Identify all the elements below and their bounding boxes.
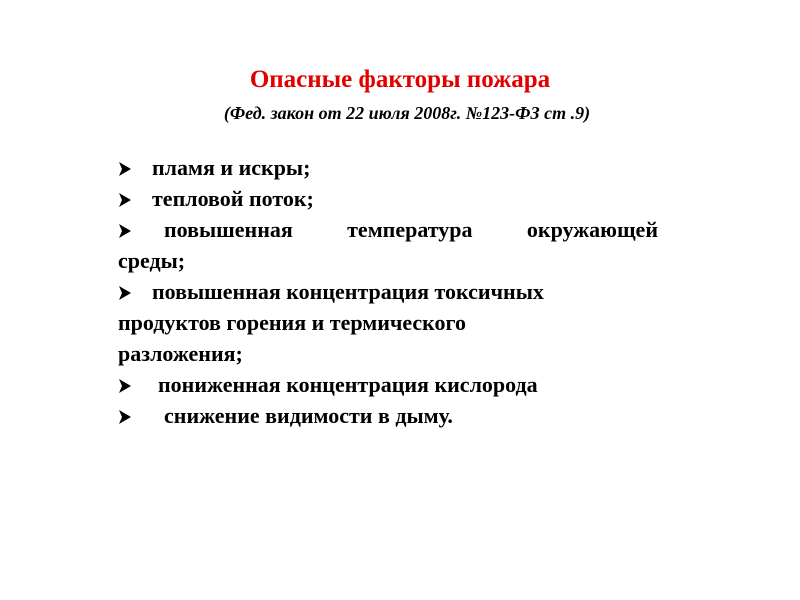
list-item <box>118 186 658 217</box>
list-item <box>118 372 658 403</box>
list-item-word: температура <box>347 217 473 242</box>
list-item-text: разложения; <box>118 341 243 366</box>
arrowhead-bullet-icon <box>118 192 132 208</box>
list-item-continuation <box>118 341 658 372</box>
list-item <box>118 403 658 434</box>
list-item-text: среды; <box>118 248 186 273</box>
list-item-continuation <box>118 248 658 279</box>
list-item <box>118 217 658 248</box>
arrowhead-bullet-icon <box>118 409 132 425</box>
arrowhead-bullet-icon <box>118 378 132 394</box>
list-item-word: повышенная <box>164 217 293 242</box>
list-item <box>118 279 658 310</box>
list-item-text: снижение видимости в дыму. <box>164 403 453 428</box>
list-item-text: тепловой поток; <box>152 186 314 211</box>
arrowhead-bullet-icon <box>118 161 132 177</box>
list-item-text: пониженная концентрация кислорода <box>158 372 538 397</box>
slide-subtitle: (Фед. закон от 22 июля 2008г. №123-ФЗ ст .9) <box>223 103 591 123</box>
slide-title: Опасные факторы пожара <box>249 66 551 93</box>
list-item-word: окружающей <box>526 217 658 242</box>
list-item-text <box>164 217 658 243</box>
list-item-text: продуктов горения и термического <box>118 310 466 335</box>
list-item-text: пламя и искры; <box>152 155 311 180</box>
arrowhead-bullet-icon <box>118 223 132 239</box>
list-item <box>118 155 658 186</box>
list-item-continuation <box>118 310 658 341</box>
list-item-text: повышенная концентрация токсичных <box>152 279 544 304</box>
arrowhead-bullet-icon <box>118 285 132 301</box>
hazard-factor-list <box>118 155 658 434</box>
